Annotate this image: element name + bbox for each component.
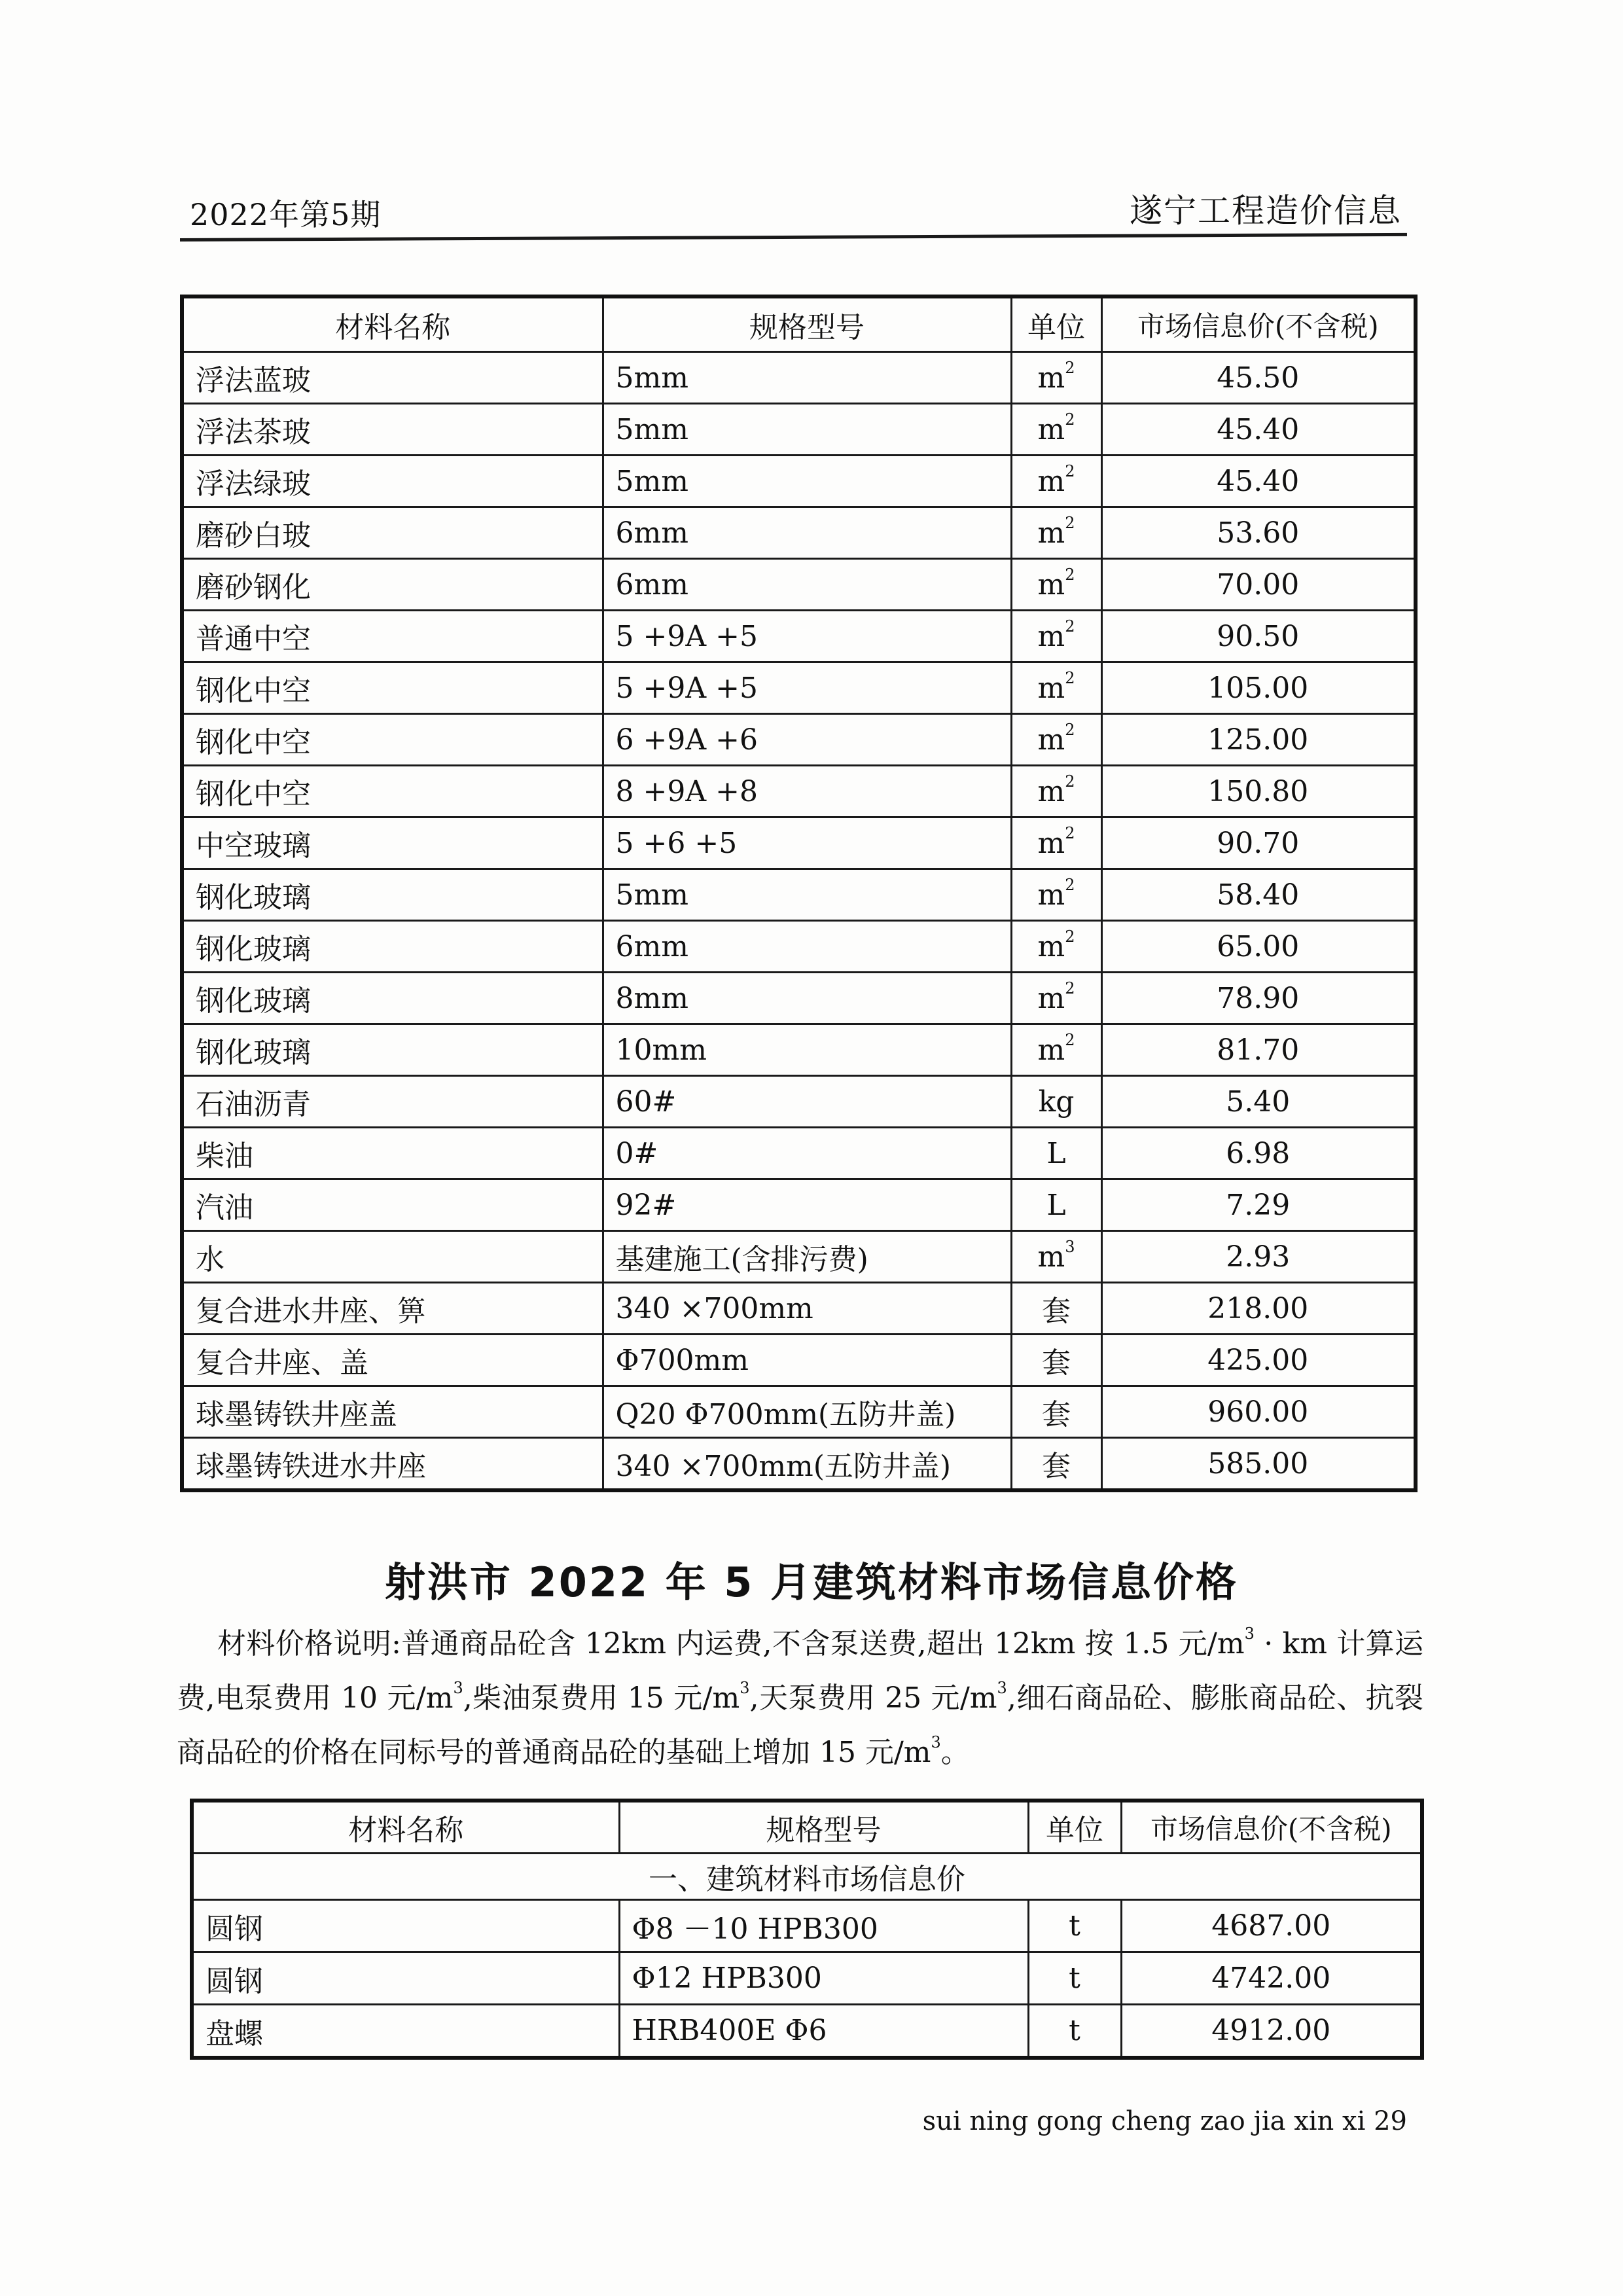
table-row [192,1952,1422,2005]
material-name: 圆钢 [192,1900,619,1952]
material-price: 5.40 [1101,1076,1416,1128]
shehong-materials-price-table [190,1799,1424,2060]
column-header-name: 材料名称 [192,1801,619,1854]
material-price: 90.70 [1101,817,1416,869]
material-spec: 8 +9A +8 [603,766,1011,817]
unit-base: 套 [1042,1295,1071,1328]
material-name: 复合进水井座、箅 [182,1283,603,1335]
unit-exponent: 2 [1065,772,1075,791]
unit-exponent: 2 [1065,720,1075,739]
material-name: 钢化玻璃 [182,869,603,921]
material-spec: HRB400E Φ6 [619,2005,1028,2058]
material-unit [1011,817,1101,869]
material-price: 4912.00 [1121,2005,1422,2058]
material-name: 普通中空 [182,611,603,662]
unit-exponent: 2 [1065,668,1075,687]
table-row [182,352,1416,404]
material-name: 浮法茶玻 [182,404,603,456]
material-unit [1011,921,1101,973]
section-row-label: 一、建筑材料市场信息价 [192,1854,1422,1900]
material-spec: 基建施工(含排污费) [603,1231,1011,1283]
material-name: 磨砂钢化 [182,559,603,611]
table-row [182,456,1416,507]
table-row [182,1024,1416,1076]
material-name: 石油沥青 [182,1076,603,1128]
table-row [182,559,1416,611]
material-unit [1011,1179,1101,1231]
unit-base: m [1037,412,1065,446]
unit-exponent: 3 [1065,1237,1075,1256]
material-spec: 92# [603,1179,1011,1231]
material-price: 90.50 [1101,611,1416,662]
material-unit: t [1028,1952,1121,2005]
material-price: 45.40 [1101,456,1416,507]
material-unit [1011,869,1101,921]
material-name: 柴油 [182,1128,603,1179]
unit-base: m [1037,826,1065,860]
material-spec: Φ12 HPB300 [619,1952,1028,2005]
unit-exponent: 2 [1065,617,1075,636]
note-exponent: 3 [740,1679,750,1697]
unit-base: m [1037,723,1065,757]
material-name: 汽油 [182,1179,603,1231]
material-spec: Φ8 －10 HPB300 [619,1900,1028,1952]
material-spec: 6mm [603,559,1011,611]
table-row [182,1179,1416,1231]
table-row [182,714,1416,766]
unit-base: 套 [1042,1398,1071,1431]
unit-exponent: 2 [1065,823,1075,842]
unit-base: m [1037,1240,1065,1274]
material-spec: 340 ×700mm(五防井盖) [603,1438,1011,1491]
material-unit [1011,1438,1101,1491]
page-footer: sui ning gong cheng zao jia xin xi 29 [922,2106,1407,2136]
note-exponent: 3 [997,1679,1007,1697]
material-name: 圆钢 [192,1952,619,2005]
note-text: 。 [940,1736,970,1769]
column-header-spec: 规格型号 [603,296,1011,352]
material-price: 70.00 [1101,559,1416,611]
column-header-price: 市场信息价(不含税) [1121,1801,1422,1854]
material-spec: 5mm [603,404,1011,456]
unit-base: 套 [1042,1450,1071,1483]
material-spec: 6mm [603,921,1011,973]
issue-label: 2022年第5期 [190,197,382,232]
material-price: 6.98 [1101,1128,1416,1179]
material-unit [1011,714,1101,766]
material-name: 钢化玻璃 [182,973,603,1024]
table-row [182,869,1416,921]
material-spec: 5mm [603,352,1011,404]
material-name: 钢化玻璃 [182,1024,603,1076]
note-exponent: 3 [931,1733,941,1751]
material-unit [1011,611,1101,662]
material-unit [1011,1076,1101,1128]
material-unit [1011,1231,1101,1283]
material-spec: 6mm [603,507,1011,559]
material-unit [1011,1386,1101,1438]
unit-base: L [1046,1188,1066,1222]
publication-title: 遂宁工程造价信息 [1130,192,1402,230]
note-text: ,细石商品砼、膨胀商品砼、抗裂商品砼的价格在同标号的普通商品砼的基础上增加 15 元/m [177,1681,1423,1769]
material-name: 磨砂白玻 [182,507,603,559]
material-unit: t [1028,2005,1121,2058]
unit-base: m [1037,774,1065,808]
table-row [182,973,1416,1024]
material-price: 125.00 [1101,714,1416,766]
unit-exponent: 2 [1065,978,1075,997]
table-row [192,2005,1422,2058]
unit-base: m [1037,464,1065,498]
material-name: 水 [182,1231,603,1283]
material-price: 78.90 [1101,973,1416,1024]
material-spec: 60# [603,1076,1011,1128]
unit-base: m [1037,878,1065,912]
material-price: 4742.00 [1121,1952,1422,2005]
material-price: 218.00 [1101,1283,1416,1335]
unit-exponent: 2 [1065,513,1075,532]
material-unit: t [1028,1900,1121,1952]
note-text: 材料价格说明:普通商品砼含 12km 内运费,不含泵送费,超出 12km 按 1.5 元/m [217,1627,1245,1660]
column-header-unit: 单位 [1011,296,1101,352]
material-unit [1011,507,1101,559]
material-spec: 5 +9A +5 [603,611,1011,662]
material-unit [1011,404,1101,456]
material-spec: Φ700mm [603,1335,1011,1386]
table-row [182,1438,1416,1491]
material-price: 81.70 [1101,1024,1416,1076]
material-unit [1011,352,1101,404]
table-row [182,1335,1416,1386]
material-name: 钢化中空 [182,714,603,766]
unit-exponent: 2 [1065,358,1075,377]
table-row [182,507,1416,559]
column-header-name: 材料名称 [182,296,603,352]
unit-base: m [1037,671,1065,705]
unit-base: m [1037,1033,1065,1067]
table-header-row [182,296,1416,352]
material-price: 7.29 [1101,1179,1416,1231]
unit-base: L [1046,1136,1066,1170]
material-spec: 0# [603,1128,1011,1179]
material-unit [1011,973,1101,1024]
material-name: 盘螺 [192,2005,619,2058]
material-price: 105.00 [1101,662,1416,714]
unit-exponent: 2 [1065,461,1075,480]
material-unit [1011,766,1101,817]
column-header-unit: 单位 [1028,1801,1121,1854]
material-price: 45.50 [1101,352,1416,404]
unit-base: m [1037,929,1065,963]
table-row [182,662,1416,714]
material-price: 585.00 [1101,1438,1416,1491]
table-row [182,921,1416,973]
material-name: 钢化中空 [182,766,603,817]
material-price: 4687.00 [1121,1900,1422,1952]
material-name: 浮法蓝玻 [182,352,603,404]
table-header-row [192,1801,1422,1854]
material-spec: 5 +9A +5 [603,662,1011,714]
unit-exponent: 2 [1065,927,1075,946]
material-name: 钢化玻璃 [182,921,603,973]
table-row [182,1076,1416,1128]
table-row [182,1283,1416,1335]
material-spec: 8mm [603,973,1011,1024]
unit-base: m [1037,567,1065,601]
unit-base: m [1037,981,1065,1015]
material-unit [1011,1283,1101,1335]
table-row [182,611,1416,662]
material-spec: 10mm [603,1024,1011,1076]
table-row [182,817,1416,869]
material-name: 钢化中空 [182,662,603,714]
material-unit [1011,559,1101,611]
column-header-price: 市场信息价(不含税) [1101,296,1416,352]
unit-base: kg [1038,1085,1075,1119]
material-name: 球墨铸铁井座盖 [182,1386,603,1438]
material-name: 球墨铸铁进水井座 [182,1438,603,1491]
column-header-spec: 规格型号 [619,1801,1028,1854]
price-note [177,1617,1423,1780]
note-exponent: 3 [453,1679,463,1697]
material-name: 中空玻璃 [182,817,603,869]
note-exponent: 3 [1244,1624,1255,1643]
material-price: 425.00 [1101,1335,1416,1386]
material-unit [1011,1335,1101,1386]
unit-base: m [1037,619,1065,653]
table-row [182,404,1416,456]
note-text: ,柴油泵费用 15 元/m [463,1681,740,1715]
material-price: 65.00 [1101,921,1416,973]
table-row [192,1900,1422,1952]
material-price: 2.93 [1101,1231,1416,1283]
material-spec: Q20 Φ700mm(五防井盖) [603,1386,1011,1438]
material-price: 960.00 [1101,1386,1416,1438]
material-spec: 5 +6 +5 [603,817,1011,869]
material-price: 58.40 [1101,869,1416,921]
material-spec: 6 +9A +6 [603,714,1011,766]
material-spec: 5mm [603,456,1011,507]
material-unit [1011,456,1101,507]
material-unit [1011,1128,1101,1179]
table-row [182,766,1416,817]
section-title: 射洪市 2022 年 5 月建筑材料市场信息价格 [384,1558,1239,1606]
material-name: 浮法绿玻 [182,456,603,507]
table-section-row [192,1854,1422,1900]
material-price: 45.40 [1101,404,1416,456]
material-spec: 340 ×700mm [603,1283,1011,1335]
material-price: 53.60 [1101,507,1416,559]
material-unit [1011,1024,1101,1076]
note-text: ,天泵费用 25 元/m [749,1681,997,1715]
table-row [182,1128,1416,1179]
table-row [182,1231,1416,1283]
glass-materials-price-table [180,295,1418,1492]
material-spec: 5mm [603,869,1011,921]
unit-base: m [1037,361,1065,395]
note-text: · km 计算运费,电泵费用 10 元/m [177,1627,1423,1715]
material-unit [1011,662,1101,714]
material-name: 复合井座、盖 [182,1335,603,1386]
table-row [182,1386,1416,1438]
unit-exponent: 2 [1065,875,1075,894]
unit-base: m [1037,516,1065,550]
unit-base: 套 [1042,1346,1071,1380]
material-price: 150.80 [1101,766,1416,817]
unit-exponent: 2 [1065,410,1075,429]
unit-exponent: 2 [1065,1030,1075,1049]
unit-exponent: 2 [1065,565,1075,584]
